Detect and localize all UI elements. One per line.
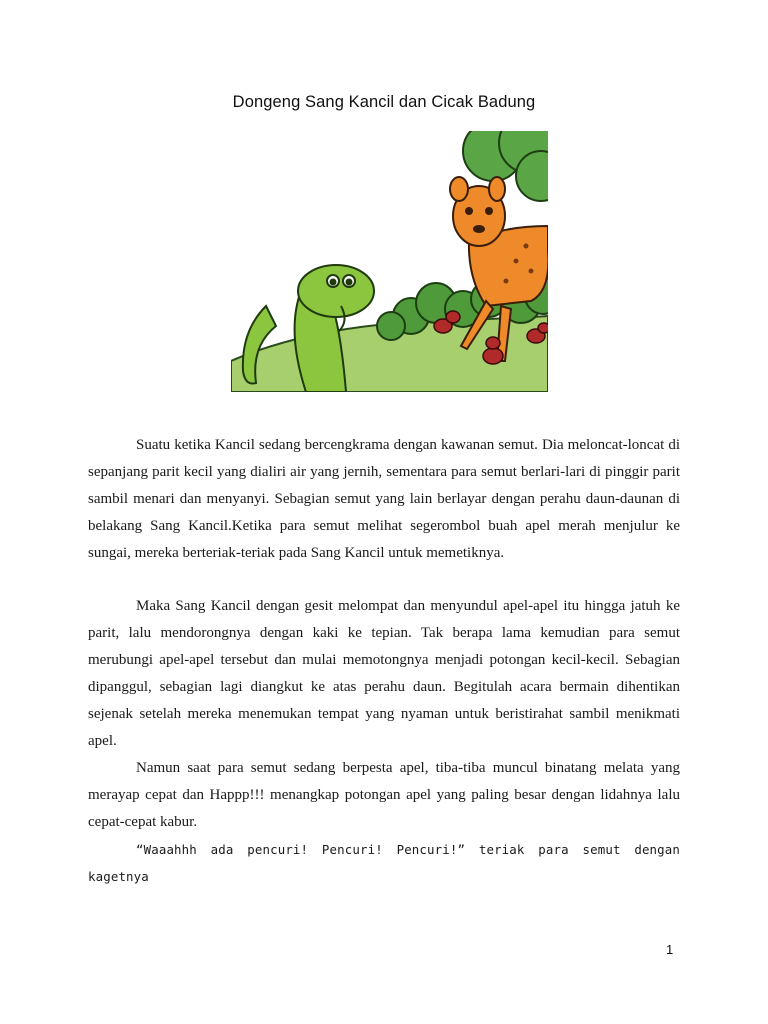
page-number: 1 (666, 942, 674, 957)
dialogue-text: “Waaahhh ada pencuri! Pencuri! Pencuri!” teriak para semut dengan kagetnya (88, 842, 680, 884)
paragraph-text: Namun saat para semut sedang berpesta apel, tiba-tiba muncul binatang melata yang merayap cepat dan Happp!!! menangkap potongan apel yang paling besar dengan lidahnya lalu cepat-cepat kabur. (88, 760, 680, 830)
paragraph-text: Suatu ketika Kancil sedang bercengkrama dengan kawanan semut. Dia meloncat-loncat di sepanjang parit kecil yang dialiri air yang jernih, sementara para semut berlari-lari di pinggir parit sambil menari dan menyanyi. Sebagian semut yang lain berlayar dengan perahu daun-daunan di belakang Sang Kancil.Ketika para semut melihat segerombol buah apel merah menjulur ke sungai, mereka berteriak-teriak pada Sang Kancil untuk memetiknya. (88, 437, 680, 561)
paragraph-1 (88, 432, 680, 567)
paragraph-4 (88, 836, 680, 890)
kancil-gecko-ants-picture (231, 131, 548, 392)
document-title: Dongeng Sang Kancil dan Cicak Badung (232, 93, 536, 111)
paragraph-2 (88, 593, 680, 755)
paragraph-text: Maka Sang Kancil dengan gesit melompat dan menyundul apel-apel itu hingga jatuh ke parit, lalu mendorongnya dengan kaki ke tepian. Tak berapa lama kemudian para semut merubungi apel-apel tersebut dan mulai memotongnya menjadi potongan kecil-kecil. Sebagian dipanggul, sebagian lagi diangkut ke atas perahu daun. Begitulah acara bermain dihentikan sejenak setelah mereka menemukan tempat yang nyaman untuk beristirahat sambil menikmati apel. (88, 598, 680, 749)
paragraph-3 (88, 755, 680, 836)
story-illustration (231, 131, 548, 392)
